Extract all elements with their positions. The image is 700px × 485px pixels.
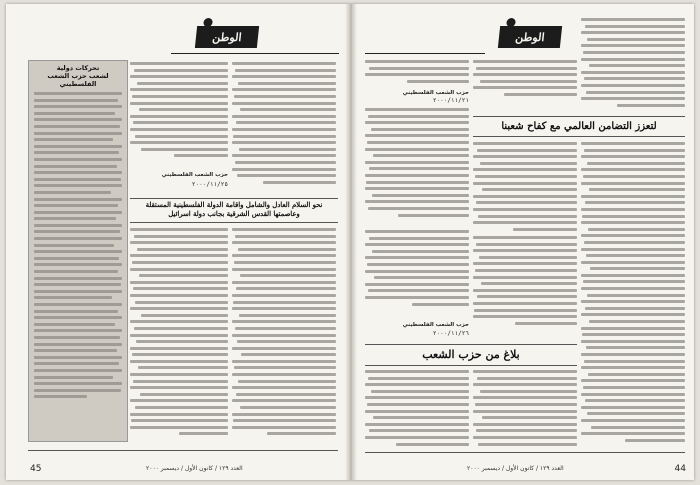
left-top-col-1 [232, 62, 336, 198]
right-top-col-1 [365, 60, 469, 90]
right-date-2: ٢٠٠٠/١١/٢٦ [432, 330, 469, 337]
right-headline-2: بلاغ من حزب الشعب [422, 348, 520, 361]
right-mid-col-3 [365, 108, 469, 224]
magazine-logo [195, 26, 259, 48]
left-page-number: 45 [30, 464, 42, 474]
right-top-col-3 [581, 18, 685, 112]
logo-dot-icon [203, 18, 213, 27]
left-date: ٢٠٠٠/١١/٢٥ [191, 181, 228, 188]
magazine-logo [498, 26, 562, 48]
right-headline-2-rule-top [365, 344, 577, 345]
right-bottom-col-2 [365, 370, 469, 450]
right-date-1: ٢٠٠٠/١١/٢١ [432, 97, 469, 104]
left-article-headline: نحو السلام العادل والشامل واقامة الدولة الفلسطينية المستقلة وعاصمتها القدس الشرقية بجانب دولة اسرائيل [145, 201, 323, 218]
right-signature-1: حزب الشعب الفلسطيني [402, 90, 469, 96]
left-page [6, 4, 345, 480]
left-signature: حزب الشعب الفلسطيني [161, 172, 228, 178]
right-bottom-col-1 [473, 370, 577, 450]
left-bottom-col-2 [130, 228, 228, 442]
right-page-number: 44 [674, 464, 686, 474]
right-footer-rule [365, 452, 685, 453]
header-rule [171, 53, 339, 54]
left-headline-rule-top [130, 198, 338, 199]
right-headline-1-rule-bottom [473, 136, 685, 137]
sidebar-box-text [29, 90, 127, 404]
right-signature-2: حزب الشعب الفلسطيني [402, 322, 469, 328]
logo-dot-icon [506, 18, 516, 27]
right-headline-2-rule-bottom [365, 365, 577, 366]
right-mid-col-1 [581, 142, 685, 450]
sidebar-box [28, 60, 128, 442]
right-top-col-2 [473, 60, 577, 106]
left-headline-rule-bottom [130, 222, 338, 223]
right-mid-col-2 [473, 142, 577, 234]
header-rule [365, 53, 485, 54]
left-footer: العدد ١٢٩ / كانون الأول / ديسمبر ٢٠٠٠ [146, 465, 243, 472]
right-headline-1-rule-top [473, 116, 685, 117]
magazine-spread [6, 4, 694, 480]
right-page [357, 4, 694, 480]
logo-text: الوطن [514, 30, 546, 44]
right-mid-col-5 [473, 236, 577, 332]
right-headline-1: لتعزز التضامن العالمي مع كفاح شعبنا [501, 121, 657, 132]
left-top-col-2 [130, 62, 228, 172]
right-mid-col-4 [365, 230, 469, 320]
logo-text: الوطن [211, 30, 243, 44]
left-bottom-col-1 [232, 228, 336, 442]
sidebar-box-title: تحركات دولية لشعب حزب الشعب الفلسطيني [47, 64, 109, 88]
right-footer: العدد ١٢٩ / كانون الأول / ديسمبر ٢٠٠٠ [467, 465, 564, 472]
page-gutter [345, 4, 357, 480]
left-footer-rule [28, 450, 338, 451]
